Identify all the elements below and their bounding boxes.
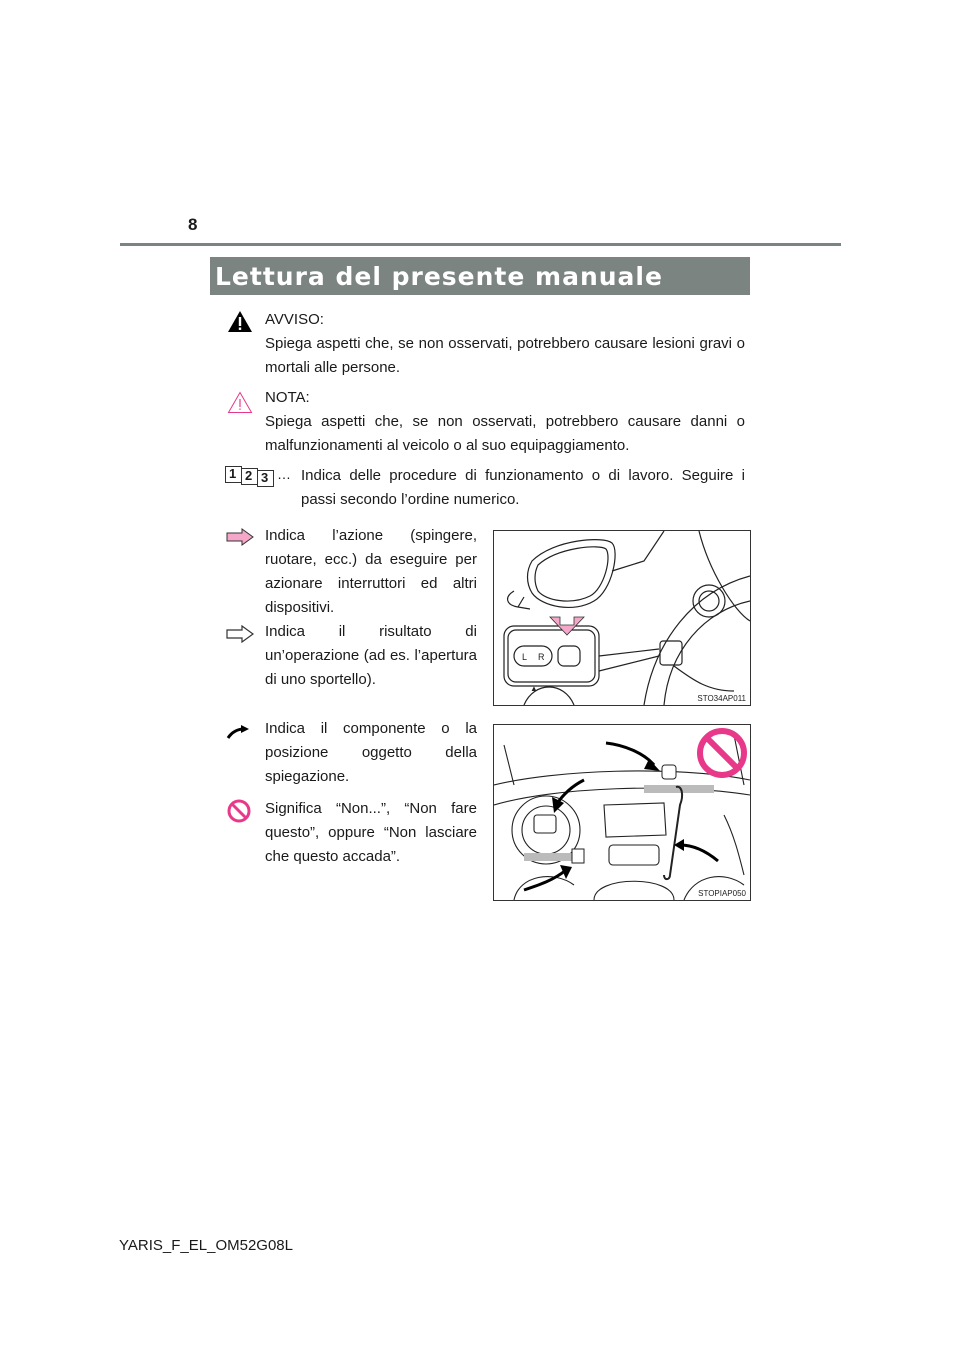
caution-triangle-icon (227, 391, 253, 414)
step-number-1: 1 (229, 466, 237, 481)
component-entry (265, 717, 477, 789)
illustration-2-code: STOPIAP050 (698, 889, 746, 898)
footer-code: YARIS_F_EL_OM52G08L (119, 1237, 293, 1254)
prohibited-icon (227, 799, 251, 823)
component-text: Indica il componente o la posizione oggetto della spiegazione. (265, 720, 477, 785)
header-rule (120, 243, 841, 246)
warning-triangle-icon (227, 310, 253, 333)
section-title: Lettura del presente manuale (215, 262, 663, 291)
step-number-2: 2 (245, 468, 253, 483)
notice-entry (265, 386, 745, 458)
pointer-arrow-icon (226, 724, 250, 740)
dashboard-drawing (494, 725, 750, 900)
illustration-dashboard (493, 724, 751, 901)
notice-text: Spiega aspetti che, se non osservati, potrebbero causare danni o malfunzionamenti al veicolo o al suo equipaggiamento. (265, 413, 745, 454)
warning-entry (265, 308, 745, 380)
switch-left-label: L (522, 652, 528, 662)
warning-text: Spiega aspetti che, se non osservati, potrebbero causare lesioni gravi o mortali alle persone. (265, 335, 745, 376)
prohibited-entry (265, 797, 477, 869)
step-number-3: 3 (261, 470, 269, 485)
illustration-1-code: STO34AP011 (697, 694, 746, 703)
page-number: 8 (188, 215, 198, 234)
switch-right-label: R (538, 652, 545, 662)
step-numbers-icon (225, 466, 295, 488)
steps-text: Indica delle procedure di funzionamento o di lavoro. Seguire i passi secondo l’ordine numerico. (301, 467, 745, 508)
steps-entry (301, 464, 745, 512)
action-arrow-icon (226, 528, 254, 546)
section-title-bar (210, 257, 750, 295)
action-entry (265, 524, 477, 620)
prohibited-text: Significa “Non...”, “Non fare questo”, oppure “Non lasciare che questo accada”. (265, 800, 477, 865)
result-entry (265, 620, 477, 692)
result-text: Indica il risultato di un’operazione (ad es. l’apertura di uno sportello). (265, 623, 477, 688)
action-text: Indica l’azione (spingere, ruotare, ecc.) da eseguire per azionare interruttori ed altri dispositivi. (265, 527, 477, 616)
result-arrow-icon (226, 625, 254, 643)
svg-text:▲: ▲ (530, 684, 538, 693)
illustration-mirror-switch (493, 530, 751, 706)
warning-heading: AVVISO: (265, 311, 324, 328)
notice-heading: NOTA: (265, 389, 310, 406)
step-dots: … (277, 466, 291, 482)
mirror-switch-drawing (494, 531, 750, 705)
